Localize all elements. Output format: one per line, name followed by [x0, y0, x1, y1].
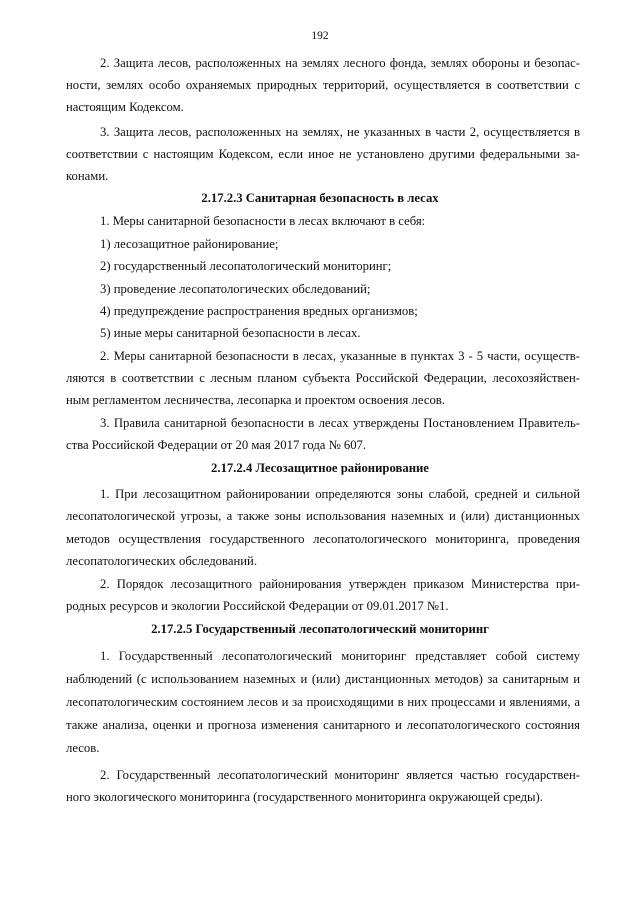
- paragraph-line: ным регламентом лесничества, лесопарка и проектом освоения лесов.: [66, 393, 445, 407]
- paragraph-line: ства Российской Федерации от 20 мая 2017 года № 607.: [66, 438, 367, 452]
- section-heading: 2.17.2.3 Санитарная безопасность в лесах: [201, 191, 439, 205]
- paragraph-line: ляются в соответствии с лесным планом субъекта Российской Федерации, лесохозяйствен-: [66, 371, 580, 385]
- list-item: 1) лесозащитное районирование;: [100, 237, 279, 251]
- paragraph-line: 2. Защита лесов, расположенных на землях лесного фонда, землях обороны и безопас-: [100, 56, 580, 70]
- list-item: 5) иные меры санитарной безопасности в лесах.: [100, 326, 361, 340]
- paragraph-line: 3. Правила санитарной безопасности в лесах утверждены Постановлением Правитель-: [100, 416, 580, 430]
- paragraph-line: лесопатологическим состоянием лесов и за происходящими в них процессами и явлениями, а: [66, 695, 580, 709]
- paragraph-line: лесопатологической угрозы, а также зоны использования наземных и (или) дистанционных: [66, 509, 580, 523]
- paragraph-line: 2. Меры санитарной безопасности в лесах, указанные в пунктах 3 - 5 части, осуществ-: [100, 349, 580, 363]
- paragraph-line: соответствии с настоящим Кодексом, если иное не установлено другими федеральными за-: [66, 147, 580, 161]
- section-heading: 2.17.2.5 Государственный лесопатологический мониторинг: [151, 622, 489, 636]
- paragraph-line: 2. Порядок лесозащитного районирования утвержден приказом Министерства при-: [100, 577, 580, 591]
- paragraph-line: лесопатологических обследований.: [66, 554, 258, 568]
- paragraph-line: лесов.: [66, 741, 100, 755]
- list-item: 4) предупреждение распространения вредных организмов;: [100, 304, 418, 318]
- paragraph-line: 1. Государственный лесопатологический мониторинг представляет собой систему: [100, 649, 580, 663]
- paragraph-line: конами.: [66, 169, 109, 183]
- paragraph-line: 1. При лесозащитном районировании определяются зоны слабой, средней и сильной: [100, 487, 580, 501]
- paragraph-line: 1. Меры санитарной безопасности в лесах включают в себя:: [100, 214, 426, 228]
- paragraph-line: ного экологического мониторинга (государственного мониторинга окружающей среды).: [66, 790, 543, 804]
- paragraph-line: ности, землях особо охраняемых природных территорий, осуществляется в соответствии с: [66, 78, 580, 92]
- page-number: 192: [311, 30, 329, 42]
- paragraph-line: настоящим Кодексом.: [66, 100, 184, 114]
- paragraph-line: наблюдений (с использованием наземных и (или) дистанционных методов) за санитарным и: [66, 672, 580, 686]
- paragraph-line: 3. Защита лесов, расположенных на землях, не указанных в части 2, осуществляется в: [100, 125, 580, 139]
- list-item: 3) проведение лесопатологических обследований;: [100, 282, 371, 296]
- paragraph-line: методов осуществления государственного лесопатологического мониторинга, проведения: [66, 532, 580, 546]
- paragraph-line: также анализа, оценки и прогноза изменения санитарного и лесопатологического состояния: [66, 718, 580, 732]
- section-heading: 2.17.2.4 Лесозащитное районирование: [211, 461, 429, 475]
- list-item: 2) государственный лесопатологический мониторинг;: [100, 259, 392, 273]
- paragraph-line: 2. Государственный лесопатологический мониторинг является частью государствен-: [100, 768, 580, 782]
- paragraph-line: родных ресурсов и экологии Российской Федерации от 09.01.2017 №1.: [66, 599, 449, 613]
